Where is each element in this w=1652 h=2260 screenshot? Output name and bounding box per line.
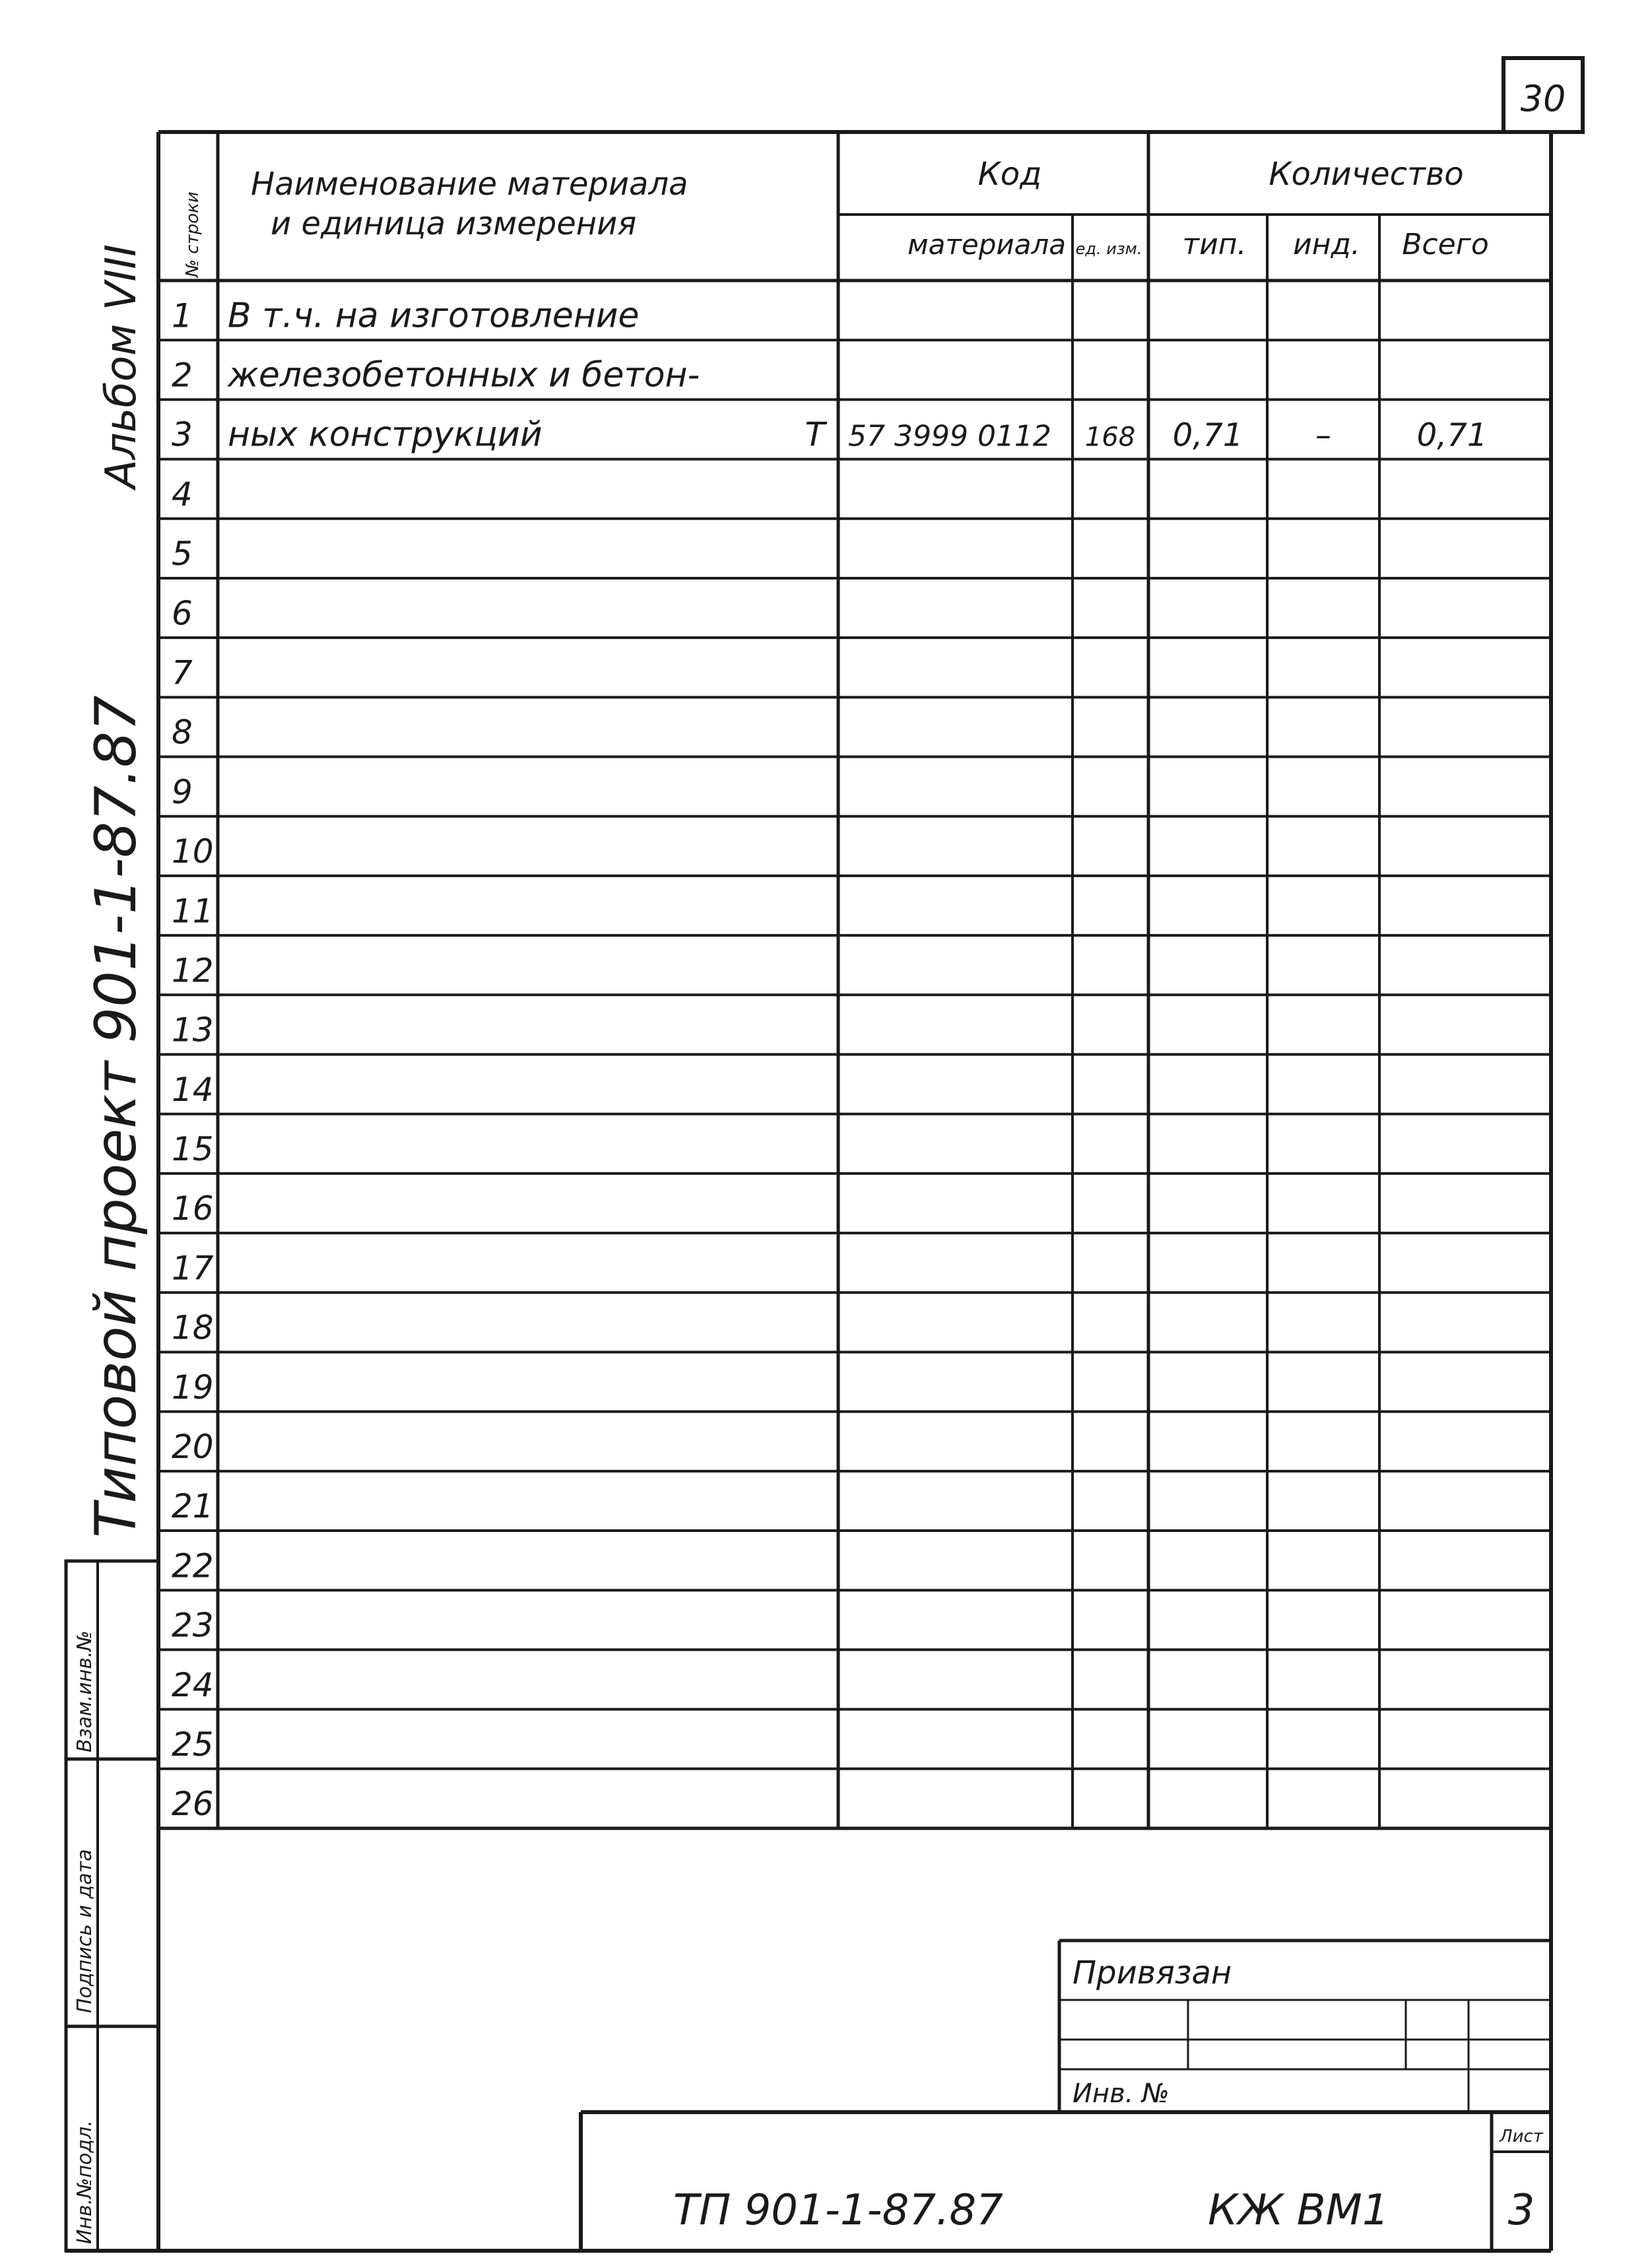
binding-inv-label: Инв. №	[1073, 2078, 1170, 2109]
table-row	[172, 415, 1487, 455]
table-row	[172, 951, 214, 989]
table-row	[172, 475, 193, 514]
table-row	[172, 356, 700, 395]
table-row	[172, 1249, 214, 1287]
cell-num: 9	[172, 772, 193, 811]
table-row	[172, 1130, 214, 1168]
cell-unit-code: 168	[1084, 422, 1136, 453]
table-row	[172, 296, 640, 335]
cell-num: 19	[172, 1368, 214, 1407]
table-row	[172, 1309, 214, 1347]
header-name-line2: и единица измерения	[271, 205, 637, 242]
header-code-unit: ед. изм.	[1075, 240, 1142, 258]
cell-num: 6	[172, 594, 193, 633]
cell-num: 1	[172, 296, 193, 335]
cell-num: 25	[172, 1725, 214, 1764]
table-row	[172, 1011, 214, 1049]
stamp-vzam-inv: Взам.инв.№	[73, 1630, 96, 1752]
cell-typ: 0,71	[1172, 416, 1243, 454]
header-code-material: материала	[907, 228, 1067, 261]
title-sheet-label: Лист	[1500, 2127, 1543, 2146]
header-code: Код	[977, 156, 1042, 193]
cell-unit: Т	[805, 415, 825, 454]
table-row	[172, 1189, 214, 1228]
cell-num: 10	[172, 832, 214, 871]
cell-num: 12	[172, 951, 214, 990]
project-label: Типовой проект 901-1-87.87	[83, 695, 149, 1538]
cell-num: 15	[172, 1130, 214, 1169]
title-block	[581, 2112, 1551, 2251]
cell-num: 2	[172, 356, 193, 395]
cell-num: 4	[172, 475, 193, 514]
cell-num: 26	[172, 1785, 214, 1824]
header-rownum: № строки	[183, 191, 203, 277]
cell-num: 14	[172, 1070, 214, 1109]
cell-num: 13	[172, 1011, 214, 1049]
table-row	[172, 1725, 214, 1764]
table-row	[172, 1428, 214, 1466]
table-row	[172, 1607, 214, 1645]
cell-code: 57 3999 0112	[848, 419, 1051, 453]
cell-num: 7	[172, 653, 193, 692]
header-quantity: Количество	[1269, 156, 1464, 193]
title-mark: КЖ ВМ1	[1208, 2186, 1389, 2235]
header-name-line1: Наименование материала	[251, 166, 688, 203]
table-row	[172, 1487, 214, 1525]
cell-num: 17	[172, 1249, 214, 1288]
table-header	[183, 156, 1489, 279]
table-row	[172, 1368, 214, 1407]
cell-name: ных конструкций	[228, 415, 543, 455]
cell-num: 21	[172, 1487, 214, 1526]
cell-ind: –	[1315, 416, 1331, 454]
table-row	[172, 654, 193, 692]
title-designation: ТП 901-1-87.87	[673, 2186, 1003, 2235]
cell-total: 0,71	[1416, 416, 1488, 454]
table-row	[172, 773, 193, 811]
title-sheet-number: 3	[1507, 2186, 1535, 2235]
table-row	[172, 892, 214, 930]
table-row	[172, 714, 193, 752]
cell-num: 5	[172, 535, 193, 574]
cell-name: железобетонных и бетон-	[228, 355, 700, 395]
table-row	[172, 594, 193, 632]
cell-num: 8	[172, 713, 193, 752]
binding-block	[1059, 1941, 1551, 2112]
table-row	[172, 1666, 214, 1704]
album-label: Альбом VIII	[97, 244, 146, 488]
stamp-inv-podl: Инв.№подл.	[73, 2120, 96, 2244]
cell-num: 16	[172, 1189, 214, 1228]
page-number: 30	[1520, 78, 1566, 119]
cell-num: 20	[172, 1428, 214, 1467]
stamp-signature-date: Подпись и дата	[73, 1849, 96, 2013]
cell-num: 3	[172, 415, 193, 454]
page-number-box	[1503, 58, 1583, 132]
table-row	[172, 1785, 214, 1823]
table-body	[172, 296, 1487, 1823]
cell-num: 23	[172, 1606, 214, 1645]
table-row	[172, 535, 193, 573]
cell-num: 22	[172, 1546, 214, 1585]
binding-label: Привязан	[1073, 1954, 1232, 1991]
header-ind: инд.	[1293, 228, 1360, 261]
table-row	[172, 1071, 214, 1109]
table-row	[172, 832, 214, 871]
cell-num: 24	[172, 1665, 214, 1704]
left-stamp	[66, 1561, 158, 2251]
table-row	[172, 1546, 214, 1585]
cell-num: 18	[172, 1308, 214, 1347]
cell-num: 11	[172, 892, 214, 931]
header-typ: тип.	[1182, 228, 1247, 261]
header-total: Всего	[1402, 228, 1489, 261]
cell-name: В т.ч. на изготовление	[228, 296, 640, 336]
